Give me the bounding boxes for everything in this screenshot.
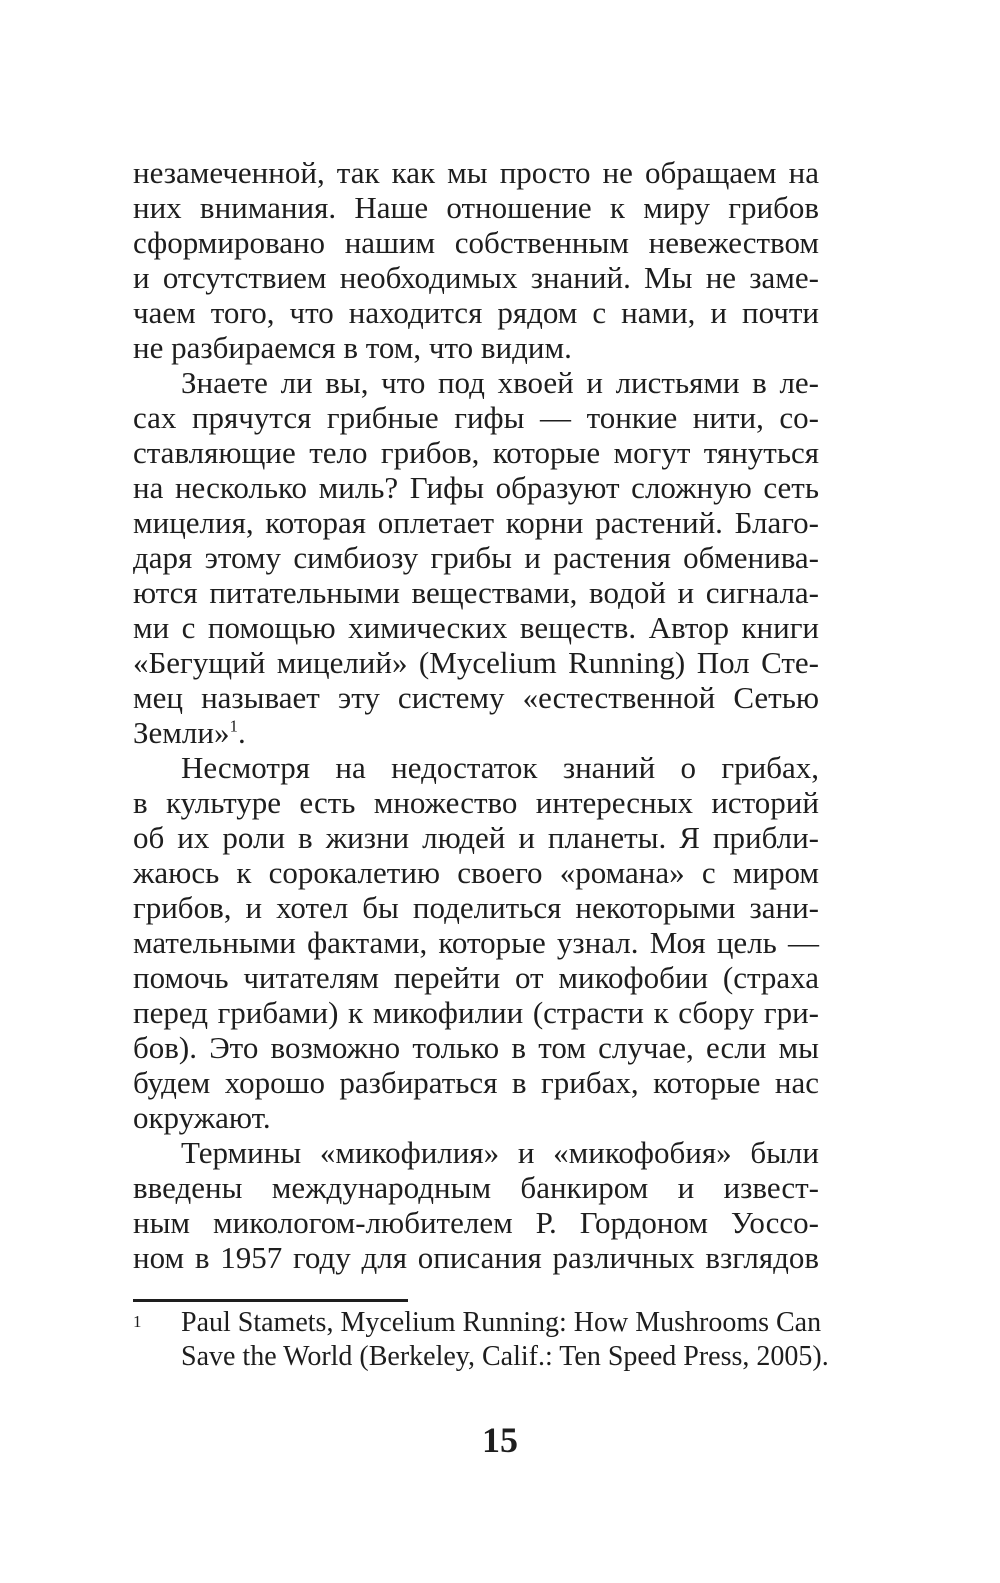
body-line: будем хорошо разбираться в грибах, которые нас	[133, 1065, 819, 1100]
body-line: в культуре есть множество интересных историй	[133, 785, 819, 820]
footnote-divider	[133, 1299, 408, 1302]
body-line: грибов, и хотел бы поделиться некоторыми зани-	[133, 890, 819, 925]
body-line: не разбираемся в том, что видим.	[133, 330, 572, 365]
body-line: чаем того, что находится рядом с нами, и почти	[133, 295, 819, 330]
body-line: жаюсь к сорокалетию своего «романа» с миром	[133, 855, 819, 890]
body-line: введены международным банкиром и извест-	[133, 1170, 819, 1205]
body-line: помочь читателям перейти от микофобии (страха	[133, 960, 819, 995]
footnote-marker: 1	[133, 1312, 142, 1331]
footnote-line: Paul Stamets, Mycelium Running: How Mushrooms Can	[181, 1307, 822, 1338]
body-line: ми с помощью химических веществ. Автор книги	[133, 610, 819, 645]
body-line: окружают.	[133, 1100, 271, 1135]
body-line: «Бегущий мицелий» (Mycelium Running) Пол Сте-	[133, 645, 819, 680]
body-line: мец называет эту систему «естественной Сетью	[133, 680, 819, 715]
body-line: ном в 1957 году для описания различных взглядов	[133, 1240, 819, 1275]
body-line: мательными фактами, которые узнал. Моя цель —	[133, 925, 819, 960]
body-line	[133, 713, 819, 753]
page-number: 15	[482, 1420, 518, 1460]
body-line: на несколько миль? Гифы образуют сложную сеть	[133, 470, 819, 505]
body-line: даря этому симбиозу грибы и растения обменива-	[133, 540, 819, 575]
body-line: ются питательными веществами, водой и сигнала-	[133, 575, 819, 610]
body-line: них внимания. Наше отношение к миру грибов	[133, 190, 819, 225]
body-line: перед грибами) к микофилии (страсти к сбору гри-	[133, 995, 819, 1030]
body-line: ставляющие тело грибов, которые могут тянуться	[133, 435, 819, 470]
body-line-text: Земли»	[133, 715, 230, 750]
body-line: ным микологом-любителем Р. Гордоном Уоссо-	[133, 1205, 819, 1240]
body-line: незамеченной, так как мы просто не обращаем на	[133, 155, 819, 190]
body-line: Знаете ли вы, что под хвоей и листьями в ле-	[181, 365, 819, 400]
footnote-reference[interactable]: 1	[229, 716, 238, 736]
body-line: и отсутствием необходимых знаний. Мы не заме-	[133, 260, 819, 295]
body-line: бов). Это возможно только в том случае, если мы	[133, 1030, 819, 1065]
body-line-punctuation: .	[237, 715, 246, 750]
body-line: об их роли в жизни людей и планеты. Я прибли-	[133, 820, 819, 855]
body-line: Несмотря на недостаток знаний о грибах,	[181, 750, 819, 785]
body-line: сах прячутся грибные гифы — тонкие нити, со-	[133, 400, 819, 435]
body-line: мицелия, которая оплетает корни растений. Благо-	[133, 505, 819, 540]
footnote-line: Save the World (Berkeley, Calif.: Ten Speed Press, 2005).	[181, 1341, 829, 1372]
body-line: Термины «микофилия» и «микофобия» были	[181, 1135, 819, 1170]
body-line: сформировано нашим собственным невежеством	[133, 225, 819, 260]
